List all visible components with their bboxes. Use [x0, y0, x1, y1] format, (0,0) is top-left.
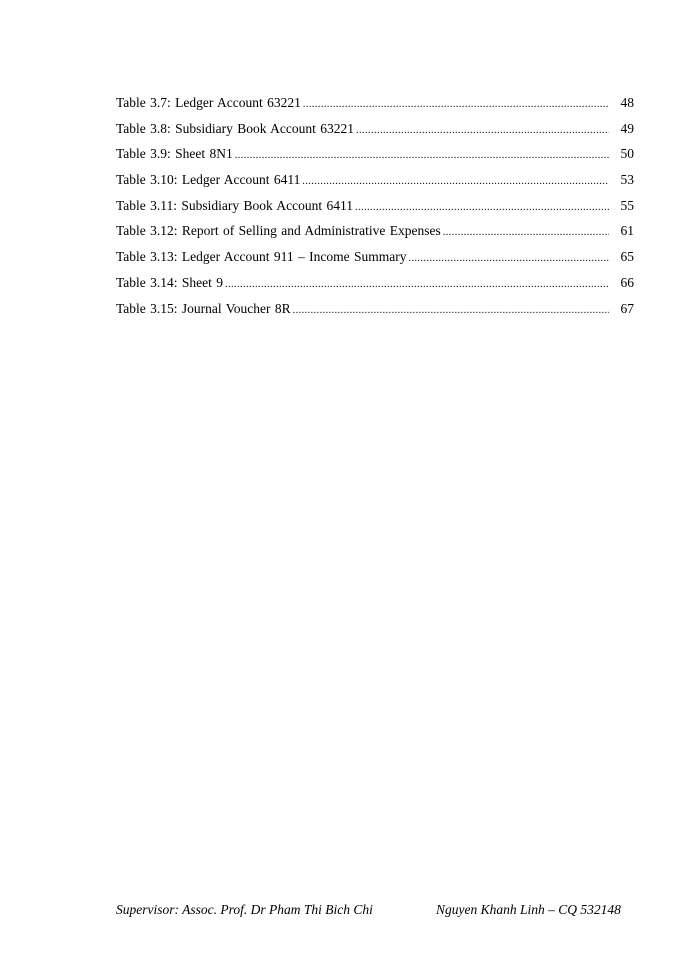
- toc-entry-page: 55: [620, 197, 634, 213]
- toc-entry[interactable]: [116, 275, 634, 301]
- toc-dot-leader: [302, 176, 609, 187]
- toc-entry-title: Table 3.10: Ledger Account 6411: [116, 172, 301, 188]
- toc-entry[interactable]: [116, 95, 634, 121]
- footer-supervisor: Supervisor: Assoc. Prof. Dr Pham Thi Bich Chi: [116, 902, 373, 917]
- toc-dot-leader: [356, 125, 609, 136]
- toc-entry-title: Table 3.14: Sheet 9: [116, 274, 224, 290]
- toc-entry[interactable]: [116, 301, 634, 327]
- toc-entry-title: Table 3.12: Report of Selling and Administrative Expenses: [116, 223, 441, 239]
- toc-entry-title: Table 3.8: Subsidiary Book Account 63221: [116, 120, 355, 136]
- toc-entry-page: 53: [620, 172, 634, 188]
- footer-author: Nguyen Khanh Linh – CQ 532148: [436, 902, 621, 917]
- toc-entry-title: Table 3.9: Sheet 8N1: [116, 146, 233, 162]
- toc-entry-page: 66: [620, 274, 634, 290]
- toc-entry-title: Table 3.7: Ledger Account 63221: [116, 95, 301, 110]
- toc-entry[interactable]: [116, 223, 634, 249]
- toc-entry[interactable]: [116, 249, 634, 275]
- toc-dot-leader: [408, 253, 609, 264]
- toc-dot-leader: [225, 279, 609, 290]
- toc-entry[interactable]: [116, 146, 634, 172]
- toc-entry-page: 61: [620, 223, 634, 239]
- toc-dot-leader: [235, 150, 609, 161]
- toc-entry-page: 48: [620, 95, 634, 110]
- toc-entry-page: 49: [620, 120, 634, 136]
- toc-entry-title: Table 3.11: Subsidiary Book Account 6411: [116, 197, 354, 213]
- toc-dot-leader: [355, 202, 609, 213]
- toc-entry-page: 50: [620, 146, 634, 162]
- table-of-tables-list: [116, 95, 634, 326]
- toc-entry[interactable]: [116, 172, 634, 198]
- toc-dot-leader: [293, 305, 609, 316]
- toc-dot-leader: [443, 227, 609, 238]
- toc-entry[interactable]: [116, 121, 634, 147]
- toc-entry-title: Table 3.13: Ledger Account 911 – Income Summary: [116, 249, 407, 265]
- toc-dot-leader: [303, 99, 609, 110]
- toc-entry[interactable]: [116, 198, 634, 224]
- toc-entry-page: 65: [620, 249, 634, 265]
- toc-entry-page: 67: [620, 300, 634, 316]
- toc-entry-title: Table 3.15: Journal Voucher 8R: [116, 300, 291, 316]
